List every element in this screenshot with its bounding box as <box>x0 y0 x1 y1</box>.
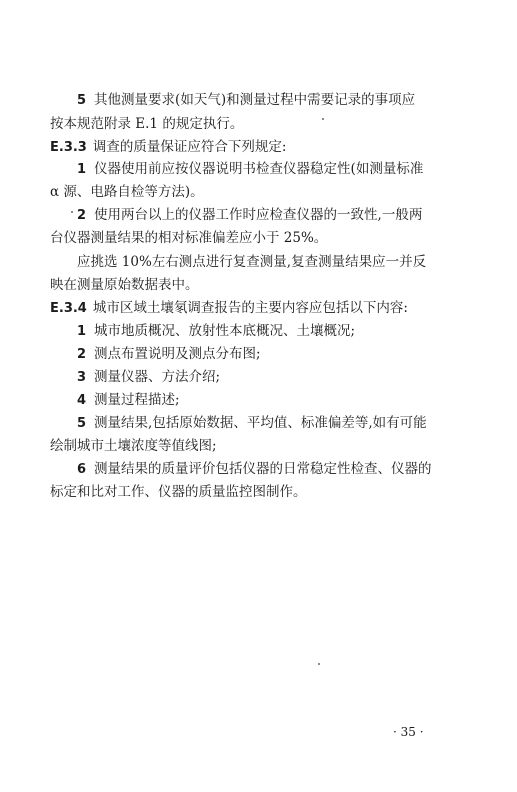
item-text: 仪器使用前应按仪器说明书检查仪器稳定性(如测量标准 <box>94 161 424 177</box>
item-2-line-2 <box>50 229 327 247</box>
item-text: 绘制城市土壤浓度等值线图; <box>50 438 217 454</box>
item-text: 测量结果,包括原始数据、平均值、标准偏差等,如有可能 <box>94 415 427 431</box>
item-text: 测量过程描述; <box>94 392 180 408</box>
report-item-3 <box>77 368 220 387</box>
item-text: 测量结果的质量评价包括仪器的日常稳定性检查、仪器的 <box>94 461 432 477</box>
scan-speck <box>71 211 73 213</box>
item-text: 城市地质概况、放射性本底概况、土壤概况; <box>94 323 356 339</box>
report-item-6-line-1 <box>77 460 432 479</box>
item-number: 5 <box>77 416 87 431</box>
report-item-5-line-2 <box>50 437 217 455</box>
item-number: 6 <box>77 462 87 477</box>
clause-e-3-4 <box>50 299 408 318</box>
item-number: 1 <box>77 162 87 177</box>
item-number: 2 <box>77 208 87 223</box>
item-text: 使用两台以上的仪器工作时应检查仪器的一致性,一般两 <box>94 207 423 223</box>
item-text: 应挑选 10%左右测点进行复查测量,复查测量结果应一并反 <box>77 254 427 270</box>
report-item-2 <box>77 345 261 364</box>
item-text: 标定和比对工作、仪器的质量监控图制作。 <box>50 484 307 500</box>
report-item-5-line-1 <box>77 414 427 433</box>
item-text: 按本规范附录 E.1 的规定执行。 <box>50 116 244 132</box>
report-item-4 <box>77 391 180 410</box>
clause-text: 调查的质量保证应符合下列规定: <box>92 139 287 155</box>
item-number: 3 <box>77 370 87 385</box>
scan-speck <box>322 118 324 120</box>
report-item-1 <box>77 322 355 341</box>
clause-text: 城市区域土壤氡调查报告的主要内容应包括以下内容: <box>92 300 408 316</box>
item-text: α 源、电路自检等方法)。 <box>50 184 204 200</box>
item-number: 5 <box>77 93 87 108</box>
item-5-line-1 <box>77 91 415 110</box>
item-1-line-1 <box>77 160 423 179</box>
item-number: 4 <box>77 393 87 408</box>
scan-speck <box>318 663 320 665</box>
item-number: 1 <box>77 324 87 339</box>
recheck-line-2 <box>50 276 199 294</box>
clause-number: E.3.3 <box>50 140 87 155</box>
item-text: 映在测量原始数据表中。 <box>50 277 199 293</box>
item-text: 台仪器测量结果的相对标准偏差应小于 25%。 <box>50 230 328 246</box>
recheck-line-1 <box>77 253 426 271</box>
report-item-6-line-2 <box>50 483 307 501</box>
item-text: 测量仪器、方法介绍; <box>94 369 221 385</box>
clause-e-3-3 <box>50 138 286 157</box>
item-text: 其他测量要求(如天气)和测量过程中需要记录的事项应 <box>94 92 416 108</box>
item-5-line-2 <box>50 115 243 133</box>
clause-number: E.3.4 <box>50 301 87 316</box>
item-number: 2 <box>77 347 87 362</box>
item-1-line-2 <box>50 183 204 201</box>
page-number: · 35 · <box>393 725 424 739</box>
item-2-line-1 <box>77 206 422 225</box>
item-text: 测点布置说明及测点分布图; <box>94 346 261 362</box>
